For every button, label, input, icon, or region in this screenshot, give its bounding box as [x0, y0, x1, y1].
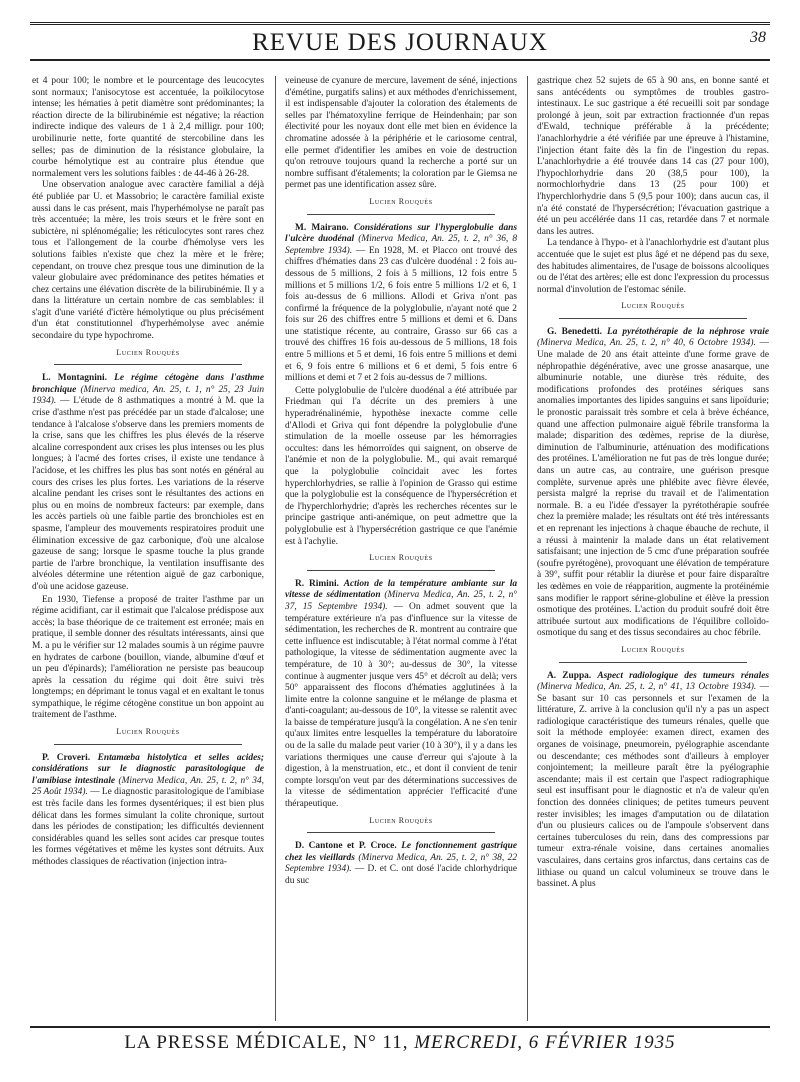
page-number: 38	[750, 29, 766, 46]
article-reference: (Minerva Medica, An. 25, t. 2, n° 36, 8 Septembre 1934).	[285, 234, 517, 256]
article-separator	[54, 744, 242, 745]
article-heading	[32, 373, 264, 593]
signature: Lucien Rouquès	[621, 301, 685, 311]
signature: Lucien Rouquès	[369, 553, 433, 563]
article-title: Considérations sur l'hyperglobulie dans l'ulcère duodénal	[285, 222, 517, 245]
column-divider-1	[275, 76, 276, 1021]
paragraph: — Le diagnostic parasitologique de l'amibiase est très facile dans les formes dysentériques; il est bien plus délicat dans les formes simulant la colite chronique, surtout dans les périodes de constipation; les difficultés deviennent considérables quand les selles sont acides car presque toutes les formes végétatives et même les kystes sont détruits. Aux méthodes classiques de réactivation (injection intra-	[32, 787, 264, 867]
paragraph: En 1930, Tiefense a proposé de traiter l'asthme par un régime acidifiant, car il estimait que l'alcalose prédispose aux accès; la base théorique de ce traitement est erronée; mais en pratique, il semble donner des résultats intéressants, ainsi que M. a pu le vérifier sur 12 malades soumis à un régime pauvre en hydrates de carbone (bouillon, viande, albumine d'œuf et un peu d'épinards); l'amélioration ne persiste pas beaucoup après la cessation du régime qui doit être suivi très longtemps; en déprimant le tonus vagal et en exaltant le tonus sympathique, le régime cétogène constitue un bon appoint au traitement de l'asthme.	[32, 594, 264, 721]
article-author: G. Benedetti.	[547, 326, 602, 337]
article-author: A. Zuppa.	[547, 670, 592, 681]
paragraph: — En 1928, M. et Placco ont trouvé des chiffres d'hématies dans 23 cas d'ulcère duodénal : 2 fois au-dessous de 5 millions, 2 fois à 5 millions, 12 fois entre 5 millions et 5 millions 1/2, 6 fois entre 5 millions 1/2 et 6, 1 fois au-dessus de 6 millions. Allodi et Griva n'ont pas confirmé la fréquence de la polyglobulie, n'ayant noté que 2 fois sur 26 des chiffres entre 5 millions et demi et 6. Dans une statistique récente, au contraire, Grasso sur 66 cas a trouvé des chiffres 16 fois au-dessous de 5 millions, 18 fois entre 5 millions et 5 et demi, 16 fois entre 5 millions et demi et 6, 9 fois entre 6 millions et 6 et demi, 5 fois entre 6 millions et demi et 7 et 2 fois au-dessus de 7 millions.	[285, 245, 517, 384]
article-title: La pyrétothérapie de la néphrose vraie	[607, 326, 769, 337]
article-reference: (Minerva Medica, An. 25, t. 2, n° 34, 25 Août 1934).	[32, 775, 264, 798]
footer-text	[30, 1032, 770, 1054]
article-title: Action de la température ambiante sur la vitesse de sédimentation	[285, 578, 517, 601]
footer-issue: N° 11,	[353, 1032, 409, 1053]
signature: Lucien Rouquès	[369, 196, 433, 206]
article-heading	[285, 223, 517, 385]
paragraph: veineuse de cyanure de mercure, lavement de séné, injections d'émétine, purgatifs salins) et aux méthodes d'enrichissement, il est indispensable d'ajouter la coloration des étalements de selles par l'hématoxyline ferrique de Heindenhain; par son électivité pour les noyaux dont elle met bien en évidence la chromatine adossée à la périphérie et le cariosome central, elle permet d'identifier les amibes en voie de destruction qu'on retrouve toujours quand la recherche a porté sur un nombre suffisant d'étalements; la coloration par le Giemsa ne permet pas une identification assez sûre.	[285, 76, 517, 191]
article-title: Le régime cétogène dans l'asthme bronchique	[32, 373, 264, 395]
paragraph: — On admet souvent que la température extérieure n'a pas d'influence sur la vitesse de sédimentation, les recherches de R. montrent au contraire que cette influence est indiscutable; à l'état normal comme à l'état pathologique, la vitesse de sédimentation augmente avec la température, de 10 à 30°; au-dessus de 30°, la vitesse continue à augmenter jusque vers 45° et décroît au delà; vers 50° apparaissent des flocons d'hématies agglutinées à la limite entre la colonne sanguine et le mélange de plasma et d'anti-coagulant; au-dessous de 10°, la vitesse se ralentit avec la baisse de température jusqu'à la congélation. A ne s'en tenir qu'aux limites entre lesquelles la température du laboratoire ou de la salle du malade peut varier (10 à 30°), il y a dans les variations thermiques une cause d'erreur qui s'ajoute à la digestion, à la menstruation, etc., et dont il convient de tenir compte lorsqu'on veut par des déterminations successives de la vitesse de sédimentation apprécier l'efficacité d'une thérapeutique.	[285, 601, 517, 810]
article-separator	[307, 570, 495, 571]
paragraph: et 4 pour 100; le nombre et le pourcentage des leucocytes sont normaux; l'anisocytose est accentuée, la poïkilocytose intense; les hématies à petit diamètre sont prédominantes; la réaction directe de la bilirubinémie est négative; la réaction indirecte indique des valeurs de 1 à 2,4 milligr. pour 100; urobilinurie nette, forte quantité de stercobiline dans les selles; pas de diminution de la résistance globulaire, la courbe hémolytique est au contraire plus étendue que normalement vers les solutions faibles : de 44-46 à 26-28.	[32, 76, 264, 179]
signature: Lucien Rouquès	[116, 727, 180, 737]
signature: Lucien Rouquès	[369, 815, 433, 825]
article-separator	[307, 832, 495, 833]
article-title: Le fonctionnement gastrique chez les vieillards	[285, 841, 517, 863]
paragraph: Cette polyglobulie de l'ulcère duodénal a été attribuée par Friedman qui l'a décrite un des premiers à une hyperadrénalinémie, hypothèse inexacte comme celle d'Allodi et Griva qui font dépendre la polyglobulie d'une stimulation de la moelle osseuse par les hémorragies occultes: dans les hémorroïdes qui saignent, on observe de l'anémie et non de la polyglobulie. M., qui avait remarqué que la polyglobulie coïncidait avec les fortes hyperchlorhydries, se rallie à l'opinion de Grasso qui estime que la polyglobulie est la conséquence de l'hypersécrétion et de l'hyperchlorhydrie; d'après les recherches récentes sur le principe gastrique anti-anémique, on peut admettre que la polyglobulie est à l'hypersécrétion gastrique ce que l'anémie est à l'achylie.	[285, 385, 517, 547]
article-reference: (Minerva Medica, An. 25, t. 2, n° 40, 6 Octobre 1934).	[537, 338, 756, 349]
article-separator	[54, 364, 242, 365]
paragraph: gastrique chez 52 sujets de 65 à 90 ans, en bonne santé et sans antécédents ou symptômes de troubles gastro-intestinaux. Le suc gastrique a été recueilli soit par sondage prolongé à jeun, soit par extraction fractionnée d'un repas d'Ewald, technique préférable à la précédente; l'anachlorhydrie a été vérifiée par une épreuve à l'histamine, l'injection étant faite dès la fin de l'ingestion du repas. L'anachlorhydrie a été trouvée dans 14 cas (27 pour 100), l'hypochlorhydrie dans 20 (38,5 pour 100), la normochlorhydrie dans 13 (25 pour 100) et l'hyperchlorhydrie dans 5 (9,5 pour 100); dans aucun cas, il n'a été constaté de l'hypersécrétion; l'évacuation gastrique a été un peu accélérée dans 11 cas, retardée dans 7 et normale dans les autres.	[537, 76, 769, 237]
article-author: P. Croveri.	[42, 752, 91, 763]
article-heading	[285, 841, 517, 887]
article-author: L. Montagnini.	[42, 373, 107, 384]
article-author: M. Mairano.	[295, 222, 349, 233]
article-separator	[307, 214, 495, 215]
paragraph: La tendance à l'hypo- et à l'anachlorhydrie est d'autant plus accentuée que le sujet est plus âgé et ne dépend pas du sexe, des habitudes alimentaires, de l'usage de boissons alcooliques ou de l'état des artères; elle est donc l'expression du processus normal d'involution de l'estomac sénile.	[537, 238, 769, 295]
paragraph: — D. et C. ont dosé l'acide chlorhydrique du suc	[285, 864, 517, 886]
signature: Lucien Rouquès	[621, 644, 685, 654]
article-separator	[559, 662, 747, 663]
footer-journal: LA PRESSE MÉDICALE,	[124, 1032, 348, 1053]
article-heading	[285, 579, 517, 811]
column-divider-2	[527, 76, 528, 1021]
article-heading	[537, 327, 769, 640]
article-title: Aspect radiologique des tumeurs rénales	[597, 670, 769, 681]
column-1	[32, 76, 264, 1016]
paragraph: — Une malade de 20 ans était atteinte d'une forme grave de néphropathie dégénérative, avec une grosse anasarque, une albuminurie notable, une diurèse très réduite, des modifications profondes des protéines sériques sans anomalies importantes des lipides sanguins et sans lipoïdurie; le pronostic paraissait très sombre et cela à brève échéance, quand une affection pulmonaire aiguë fébrile transforma la malade; disparition des œdèmes, reprise de la diurèse, diminution de l'albuminurie, atténuation des modifications des protéines. L'amélioration ne fut pas de très longue durée; dans un autre cas, au contraire, une guérison presque complète, survenue après une phlébite avec fièvre élevée, persista malgré la reprise du travail et de l'alimentation normale. B. a eu l'idée d'essayer la pyrétothérapie soufrée chez la première malade; les résultats ont été très intéressants et en reprenant les injections à chaque ébauche de rechute, il a réussi à maintenir la malade dans un état relativement satisfaisant; une injection de 5 cmc d'une préparation soufrée (soufre pyrétogène), provoquant une élévation de température à 39°, suffit pour rétablir la diurèse et pour faire disparaître les œdèmes en voie de réapparition, augmente la protéinémie sans modifier le rapport sérine-globuline et élève la pression osmotique des protéines. L'action du produit soufré doit être attribuée surtout aux modifications de l'équilibre colloïdo-osmotique du sang et des tissus secondaires au choc fébrile.	[537, 338, 769, 639]
article-reference: (Minerva medica, An. 25, t. 1, n° 25, 23 Juin 1934).	[32, 384, 264, 407]
article-heading	[32, 753, 264, 869]
footer-date: MERCREDI, 6 FÉVRIER 1935	[414, 1032, 676, 1053]
running-footer	[30, 1026, 770, 1058]
paragraph: — Se basant sur 10 cas personnels et sur l'examen de la littérature, Z. arrive à la conclusion qu'il n'y a pas un aspect radiologique caractéristique des tumeurs rénales, quelle que soit la méthode employée: examen direct, examen des organes de voisinage, pneumorein, pyélographie ascendante ou descendante; ces méthodes sont d'ailleurs à employer conjointement; la meilleure paraît être la pyélographie ascendante; mais il est certain que l'aspect radiographique seul est insuffisant pour le diagnostic et n'a de valeur qu'en fonction des données cliniques; de petites tumeurs peuvent rester invisibles; les images d'amputation ou de dilatation d'un ou plusieurs calices ou de l'ampoule s'observent dans certaines tuberculoses du rein, dans des compressions par tumeur extra-rénale voisine, dans certaines anomalies vasculaires, dans certains gros infarctus, dans certains cas de lithiase ou quand un calcul volumineux se trouve dans le bassinet. A plus	[537, 682, 769, 890]
column-3	[537, 76, 769, 1016]
article-separator	[559, 318, 747, 319]
signature: Lucien Rouquès	[116, 347, 180, 357]
column-2	[285, 76, 517, 1016]
journal-section-title: REVUE DES JOURNAUX	[252, 29, 548, 56]
article-title: Entamœba histolytica et selles acides; considérations sur le diagnostic parasitologique de l'amibiase intestinale	[32, 752, 264, 786]
paragraph: Une observation analogue avec caractère familial a déjà été publiée par U. et Massobrio; le caractère familial existe aussi dans le cas présent, mais l'hyperhémolyse ne paraît pas très accentuée; la mère, les trois sœurs et le frère sont en subictère, ni splénomégalie; les réticulocytes sont rares chez tous et l'allongement de la courbe d'hémolyse vers les solutions faibles n'existe que chez la mère et le frère; cependant, on trouve chez presque tous une diminution de la valeur globulaire avec prédominance des petites hématies et chez certains une élévation discrète de la bilirubinémie. Il y a dans la littérature un certain nombre de cas semblables: il s'agit d'une variété d'ictère hémolytique ou plus précisément d'un état constitutionnel d'hyperhémolyse avec anémie secondaire du type hypochrome.	[32, 180, 264, 342]
article-reference: (Minerva Medica, An. 25, t. 2, n° 38, 22 Septembre 1934).	[285, 852, 517, 875]
article-author: R. Rimini.	[295, 578, 339, 589]
article-reference: (Minerva Medica, An. 25, t. 2, n° 41, 13 Octobre 1934).	[537, 682, 757, 693]
article-reference: (Minerva Medica, An. 25, t. 2, n° 37, 15 Septembre 1934).	[285, 590, 517, 612]
running-header	[30, 22, 770, 61]
article-author: D. Cantone et P. Croce.	[295, 841, 397, 852]
article-heading	[537, 671, 769, 891]
paragraph: — L'étude de 8 asthmatiques a montré à M. que la crise d'asthme n'est pas précédée par un stade d'alcalose; une tendance à l'alcalose s'observe dans les premiers moments de la crise, sans que les chiffres les plus élevés de la réserve alcaline correspondent aux crises les plus intenses ou les plus longues; à l'acmé des fortes crises, il existe une tendance à l'acidose, et les chiffres les plus bas sont notés en général au cours des crises les plus fortes. Les variations de la réserve alcaline pendant les crises sont le résultantes des actions en plus ou en moins de nombreux facteurs: par exemple, dans les accès partiels où une faible partie des bronchioles est en spasme, l'ampleur des mouvements respiratoires produit une élimination excessive de gaz carbonique, d'où une alcalose gazeuse de sang; lorsque le spasme touche la plus grande partie de l'arbre bronchique, la ventilation insuffisante des alvéoles détermine une rétention aiguë de gaz carbonique, d'où une acidose gazeuse.	[32, 396, 264, 592]
